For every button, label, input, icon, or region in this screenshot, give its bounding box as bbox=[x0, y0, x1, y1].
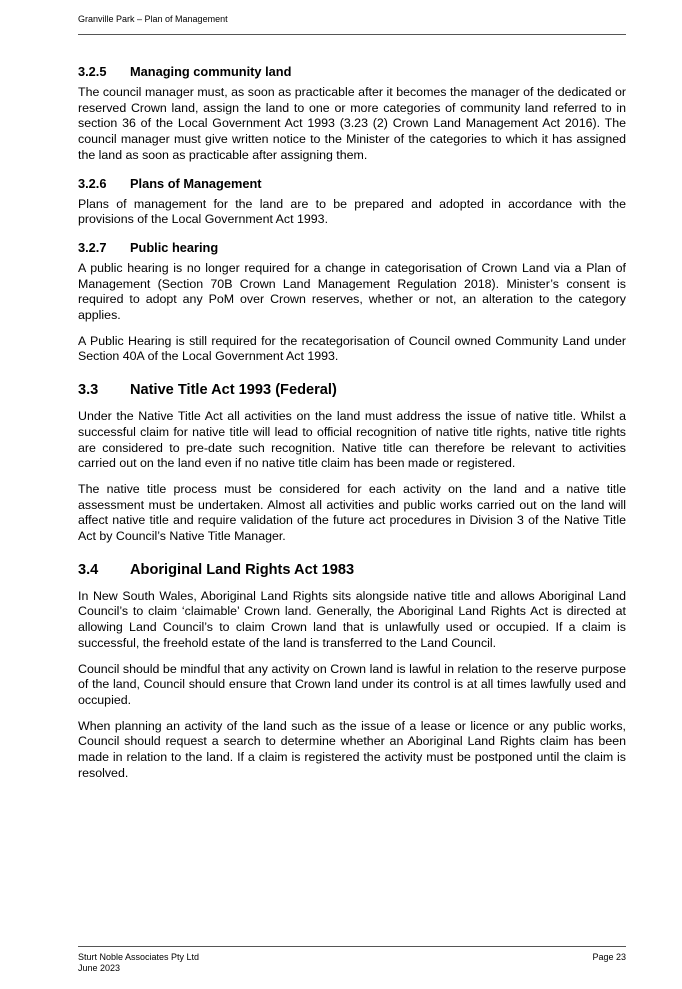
section-title: Managing community land bbox=[130, 64, 292, 79]
paragraph: When planning an activity of the land such as the issue of a lease or licence or any public works, Council should request a search to determine whether an Aboriginal Land Rights claim has been made in relation to the land. If a claim is registered the activity must be postponed until the claim is resolved. bbox=[78, 718, 626, 780]
paragraph: Plans of management for the land are to be prepared and adopted in accordance with the provisions of the Local Government Act 1993. bbox=[78, 196, 626, 227]
paragraph: The council manager must, as soon as practicable after it becomes the manager of the dedicated or reserved Crown land, assign the land to one or more categories of community land referred to in section 36 of the Local Government Act 1993 (3.23 (2) Crown Land Management Act 2016). The council manager must give written notice to the Minister of the categories to which it has assigned the land as soon as practicable after assigning them. bbox=[78, 85, 626, 162]
heading-3-2-5 bbox=[78, 64, 626, 79]
section-number: 3.3 bbox=[78, 382, 99, 399]
section-title: Public hearing bbox=[130, 239, 219, 255]
footer-company: Sturt Noble Associates Pty Ltd bbox=[78, 952, 200, 962]
section-number: 3.4 bbox=[78, 561, 99, 578]
paragraph: In New South Wales, Aboriginal Land Rights sits alongside native title and allows Aboriginal Land Council’s to claim ‘claimable’ Crown land. Generally, the Aboriginal Land Rights Act is directed at allowing Land Council’s to claim Crown land that is unlawfully used or occupied. If a claim is successful, the freehold estate of the land is transferred to the Land Council. bbox=[78, 588, 626, 650]
running-footer bbox=[78, 952, 626, 974]
section-title: Native Title Act 1993 (Federal) bbox=[130, 382, 337, 399]
heading-3-4 bbox=[78, 561, 626, 579]
section-number: 3.2.7 bbox=[78, 239, 107, 255]
paragraph: Under the Native Title Act all activities on the land must address the issue of native title. Whilst a successful claim for native title will lead to official recognition of native title rights, native title rights are considered to pre-date such recognition. Native title can therefore be relevant to activities carried out on the land even if no native title claim has been made or registered. bbox=[78, 409, 626, 471]
heading-3-2-6 bbox=[78, 176, 626, 191]
section-number: 3.2.6 bbox=[78, 175, 107, 191]
paragraph: A Public Hearing is still required for the recategorisation of Council owned Community Land under Section 40A of the Local Government Act 1993. bbox=[78, 333, 626, 364]
footer-date: June 2023 bbox=[78, 963, 121, 973]
paragraph: A public hearing is no longer required for a change in categorisation of Crown Land via a Plan of Management (Section 70B Crown Land Management Regulation 2018). Minister’s consent is required to adopt any PoM over Crown reserves, whether or not, an alteration to the category applies. bbox=[78, 260, 626, 323]
heading-3-3 bbox=[78, 381, 626, 399]
header-divider bbox=[78, 34, 626, 35]
section-number: 3.2.5 bbox=[78, 64, 107, 79]
footer-divider bbox=[78, 946, 626, 947]
page-number: Page 23 bbox=[592, 952, 626, 962]
section-title: Aboriginal Land Rights Act 1983 bbox=[130, 561, 355, 578]
heading-3-2-7 bbox=[78, 240, 626, 255]
page-body bbox=[78, 64, 626, 782]
section-title: Plans of Management bbox=[130, 175, 262, 191]
paragraph: Council should be mindful that any activity on Crown land is lawful in relation to the reserve purpose of the land, Council should ensure that Crown land under its control is at all times lawfully used and occupied. bbox=[78, 661, 626, 707]
running-header: Granville Park – Plan of Management bbox=[78, 14, 228, 24]
paragraph: The native title process must be considered for each activity on the land and a native title assessment must be undertaken. Almost all activities and public works carried out on the land will affect native title and require validation of the future act procedures in Division 3 of the Native Title Act by Council’s Native Title Manager. bbox=[78, 481, 626, 544]
